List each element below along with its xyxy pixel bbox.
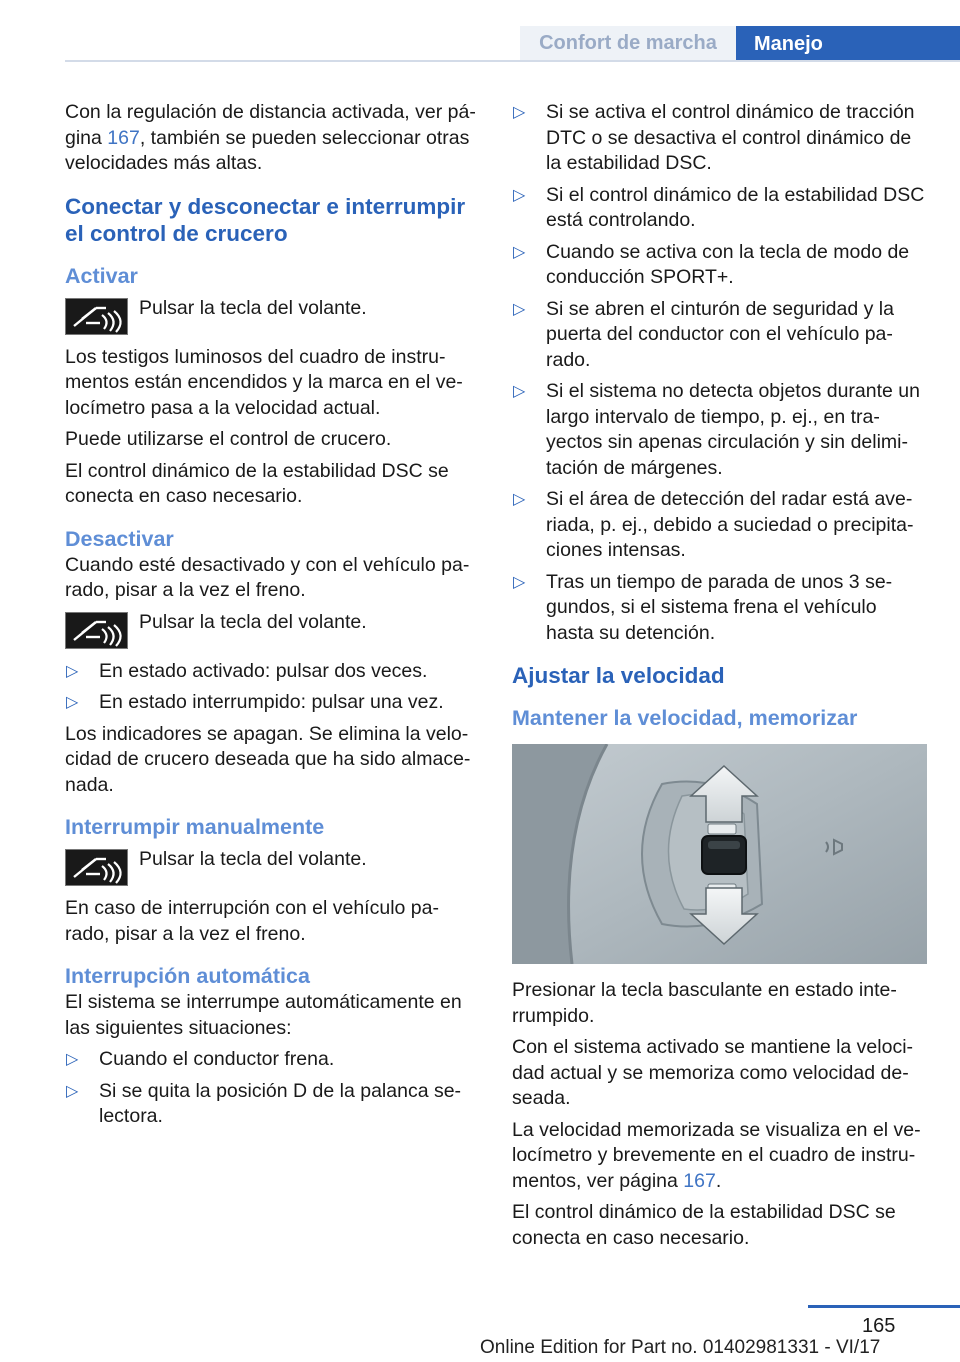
key-instruction-manual — [65, 847, 480, 886]
desactivar-list — [65, 659, 480, 716]
header-rule — [65, 60, 960, 62]
intro-paragraph: Con la regulación de distancia activada, ver pá‐gina 167, también se pueden seleccionar otras velocidades más altas. — [65, 101, 476, 174]
triangle-bullet-icon: ▷ — [513, 243, 526, 261]
heading-cruise-control: Conectar y desconectar e interrumpir el control de crucero — [65, 193, 466, 246]
ajustar-paragraph-3: La velocidad memorizada se visualiza en el ve‐locímetro y brevemente en el cuadro de instru‐mentos, ver página 167. — [512, 1118, 921, 1192]
steering-wheel-illustration — [512, 744, 927, 964]
triangle-bullet-icon: ▷ — [513, 104, 526, 121]
manual-paragraph-1: En caso de interrupción con el vehículo pa‐rado, pisar a la vez el freno. — [65, 897, 439, 945]
heading-interrupcion-automatica: Interrupción automática — [65, 964, 310, 988]
page-link-167[interactable]: 167 — [107, 126, 140, 149]
activar-paragraph-2: Puede utilizarse el control de crucero. — [65, 428, 392, 450]
triangle-bullet-icon: ▷ — [66, 1082, 79, 1100]
ajustar-paragraph-2: Con el sistema activado se mantiene la veloci‐dad actual y se memoriza como velocidad de‐seada. — [512, 1036, 914, 1109]
triangle-bullet-icon: ▷ — [513, 300, 526, 318]
cruise-control-key-icon — [65, 298, 128, 335]
triangle-bullet-icon: ▷ — [513, 491, 526, 508]
list-item: ▷ Cuando se activa con la tecla de modo de conducción SPORT+. — [513, 240, 910, 288]
page-number: 165 — [862, 1315, 896, 1337]
key-instruction-desactivar — [65, 610, 480, 649]
desactivar-paragraph-2: Los indicadores se apagan. Se elimina la velo‐cidad de crucero deseada que ha sido almace‐nada. — [65, 722, 471, 796]
list-item: ▷ Si el control dinámico de la estabilidad DSC está controlando. — [513, 183, 925, 231]
list-item: ▷ Si se activa el control dinámico de tracción DTC o se desactiva el control dinámico de la estabilidad DSC. — [513, 101, 915, 174]
auto-list-continued — [512, 100, 927, 646]
auto-paragraph-1: El sistema se interrumpe automáticamente en las siguientes situaciones: — [65, 991, 462, 1039]
heading-desactivar: Desactivar — [65, 526, 174, 551]
cruise-control-key-icon — [65, 612, 128, 649]
activar-paragraph-3: El control dinámico de la estabilidad DSC se conecta en caso necesario. — [65, 459, 449, 507]
triangle-bullet-icon: ▷ — [513, 573, 526, 591]
header-chapter-tab[interactable]: Manejo — [736, 26, 960, 62]
heading-ajustar-velocidad: Ajustar la velocidad — [512, 663, 725, 688]
cruise-control-key-icon — [65, 849, 128, 886]
triangle-bullet-icon: ▷ — [513, 186, 526, 204]
key-instruction-activar — [65, 296, 480, 335]
list-item: ▷ En estado activado: pulsar dos veces. — [65, 659, 480, 685]
page-link-167[interactable]: 167 — [683, 1169, 716, 1192]
list-item: ▷ Si el sistema no detecta objetos durante un largo intervalo de tiempo, p. ej., en tra‐yectos sin apenas circulación y sin delimi‐tación de márgenes. — [513, 380, 920, 479]
right-column — [512, 100, 927, 1257]
activar-paragraph-1: Los testigos luminosos del cuadro de instru‐mentos están encendidos y la marca en el ve‐locímetro pasa a la velocidad actual. — [65, 345, 463, 419]
auto-list — [65, 1047, 480, 1130]
key-instruction-text: Pulsar la tecla del volante. — [139, 848, 367, 870]
edition-footer: Online Edition for Part no. 01402981331 - VI/17 — [480, 1337, 881, 1358]
list-item: ▷ Cuando el conductor frena. — [65, 1047, 480, 1073]
heading-activar: Activar — [65, 263, 138, 288]
heading-mantener-velocidad: Mantener la velocidad, memorizar — [512, 706, 858, 730]
triangle-bullet-icon: ▷ — [66, 662, 79, 680]
ajustar-paragraph-1: Presionar la tecla basculante en estado inte‐rrumpido. — [512, 979, 897, 1027]
list-item: ▷ En estado interrumpido: pulsar una vez. — [65, 690, 480, 716]
list-item: ▷ Si se abren el cinturón de seguridad y la puerta del conductor con el vehículo pa‐rado. — [513, 297, 894, 371]
left-column — [65, 100, 480, 1136]
list-item: ▷ Tras un tiempo de parada de unos 3 se‐gundos, si el sistema frena el vehículo hasta su detención. — [513, 570, 893, 644]
header-section-label: Confort de marcha — [520, 26, 736, 60]
heading-interrumpir-manual: Interrumpir manualmente — [65, 815, 325, 839]
triangle-bullet-icon: ▷ — [513, 383, 526, 400]
triangle-bullet-icon: ▷ — [66, 1051, 79, 1068]
key-instruction-text: Pulsar la tecla del volante. — [139, 610, 367, 633]
key-instruction-text: Pulsar la tecla del volante. — [139, 296, 367, 319]
desactivar-paragraph-1: Cuando esté desactivado y con el vehículo pa‐rado, pisar a la vez el freno. — [65, 553, 470, 601]
footer-rule — [808, 1305, 960, 1308]
list-item: ▷ Si el área de detección del radar está ave‐riada, p. ej., debido a suciedad o precipita‐ciones intensas. — [513, 488, 914, 561]
triangle-bullet-icon: ▷ — [66, 694, 79, 711]
ajustar-paragraph-4: El control dinámico de la estabilidad DSC se conecta en caso necesario. — [512, 1201, 896, 1249]
list-item: ▷ Si se quita la posición D de la palanca se‐lectora. — [66, 1079, 462, 1127]
